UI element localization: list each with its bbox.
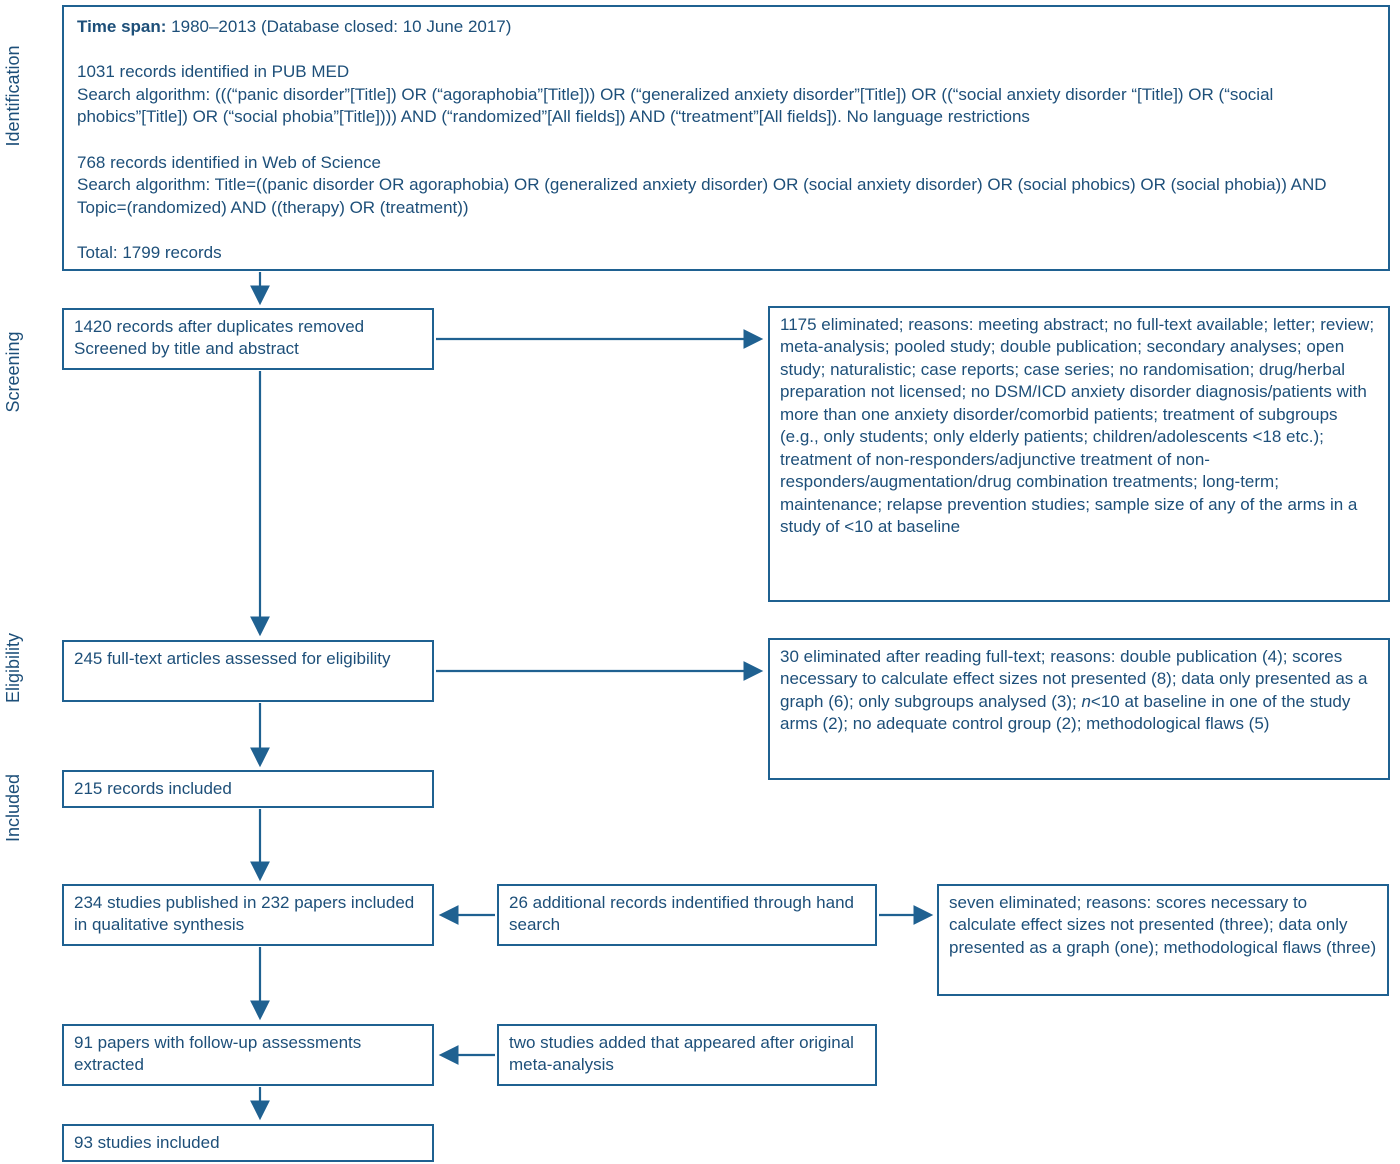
time-span-value: 1980–2013 (Database closed: 10 June 2017) [166, 17, 512, 36]
followup-text: 91 papers with follow-up assessments extracted [74, 1033, 362, 1075]
screening-line1: 1420 records after duplicates removed [74, 317, 365, 336]
screening-box [62, 308, 434, 370]
wos-search-algorithm: Search algorithm: Title=((panic disorder OR agoraphobia) OR (generalized anxiety disorder) OR (social anxiety disorder) OR (social phobics) OR (social phobia)) AND Topic=(randomized) AND ((therapy) OR (treatment)) [77, 175, 1327, 217]
final-text: 93 studies included [74, 1133, 220, 1152]
identification-box [62, 5, 1390, 271]
qualitative-synthesis-text: 234 studies published in 232 papers included in qualitative synthesis [74, 893, 415, 935]
included-records-text: 215 records included [74, 779, 232, 798]
wos-records-title: 768 records identified in Web of Science [77, 152, 381, 172]
hand-search-box [497, 884, 877, 946]
eligibility-text: 245 full-text articles assessed for eligibility [74, 649, 391, 668]
time-span-line [77, 16, 1375, 38]
added-after-box [497, 1024, 877, 1086]
hand-search-text: 26 additional records indentified through hand search [509, 893, 854, 935]
screening-excluded-text: 1175 eliminated; reasons: meeting abstract; no full-text available; letter; review; meta-analysis; pooled study; double publication; secondary analyses; open study; naturalistic; case reports; case series; no randomisation; drug/herbal preparation not licensed; no DSM/ICD anxiety disorder diagnosis/patients with more than one anxiety disorder/comorbid patients; treatment of subgroups (e.g., only students; only elderly patients; children/adolescents <18 etc.); treatment of non-responders/adjunctive treatment of non-responders/augmentation/drug combination treatments; long-term; maintenance; relapse prevention studies; sample size of any of the arms in a study of <10 at baseline [780, 315, 1375, 536]
time-span-label: Time span: [77, 17, 167, 36]
stage-label-eligibility: Eligibility [3, 632, 23, 704]
eligibility-excluded-part1: 30 eliminated after reading full-text; reasons: double publication (4); scores necessary to calculate effect sizes not presented (8); data only presented as a graph (6); only subgroups analysed (3); [780, 647, 1368, 711]
hand-search-excluded-box [937, 884, 1389, 996]
screening-excluded-box [768, 306, 1390, 602]
pubmed-records-title: 1031 records identified in PUB MED [77, 62, 350, 82]
hand-search-excluded-text: seven eliminated; reasons: scores necessary to calculate effect sizes not presented (three); data only presented as a graph (one); methodological flaws (three) [949, 893, 1377, 957]
eligibility-excluded-box [768, 638, 1390, 780]
followup-box [62, 1024, 434, 1086]
eligibility-excluded-italic-n: n [1081, 691, 1091, 711]
pubmed-search-algorithm: Search algorithm: (((“panic disorder”[Title]) OR (“agoraphobia”[Title])) OR (“generalized anxiety disorder”[Title]) OR ((“social anxiety disorder “[Title]) OR (“social phobics”[Title]) OR (“social phobia”[Title]))) AND (“randomized”[All fields]) AND (“treatment”[All fields]). No language restrictions [77, 84, 1274, 127]
total-records: Total: 1799 records [77, 243, 222, 263]
final-box [62, 1124, 434, 1162]
qualitative-synthesis-box [62, 884, 434, 946]
stage-label-screening: Screening [3, 331, 23, 413]
eligibility-box [62, 640, 434, 702]
stage-label-included: Included [3, 773, 23, 843]
included-records-box [62, 770, 434, 808]
eligibility-excluded-part2: <10 at baseline in one of the study arms (2); no adequate control group (2); methodological flaws (5) [780, 691, 1351, 734]
screening-line2: Screened by title and abstract [74, 339, 299, 359]
stage-label-identification: Identification [3, 45, 23, 147]
added-after-text: two studies added that appeared after original meta-analysis [509, 1033, 854, 1075]
